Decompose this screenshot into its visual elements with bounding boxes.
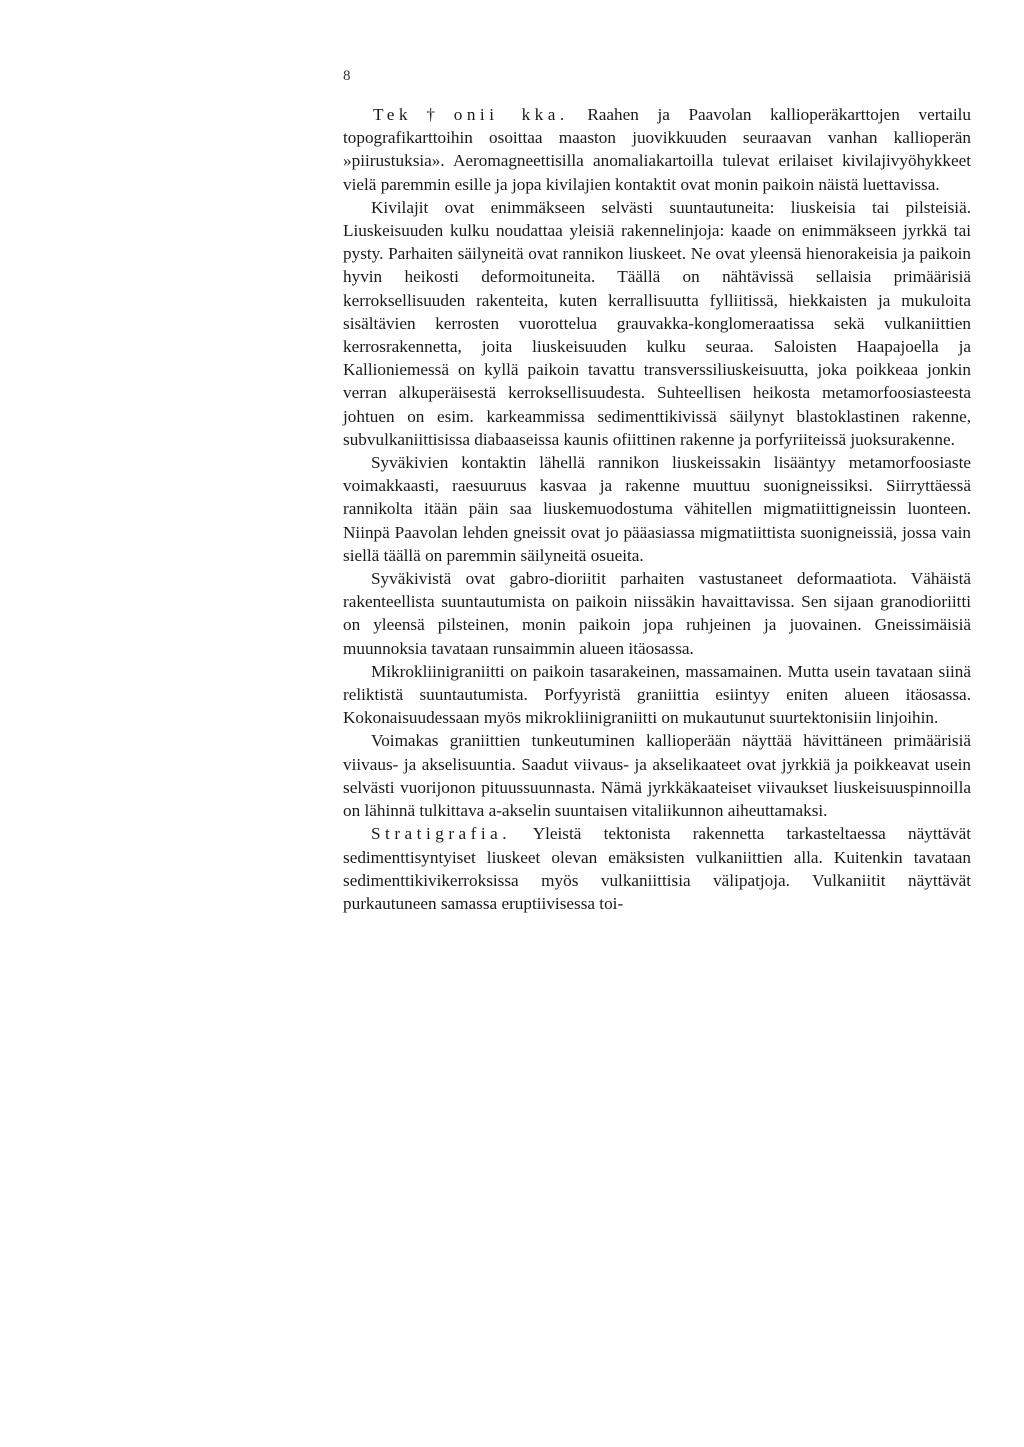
paragraph-kivilajit — [343, 196, 971, 451]
paragraph-syvakivien-kontakti — [343, 451, 971, 567]
paragraph-text: Yleistä tektonista rakennetta tarkasteltaessa näyttävät sedimenttisyntyiset liuskeet olevan emäksisten vulkaniittien alla. Kuitenkin tavataan sedimenttikivikerroksissa myös vulkaniittisia välipatjoja. Vulkaniitit näyttävät purkautuneen samassa eruptiivisessa toi- — [343, 824, 971, 913]
page-number: 8 — [343, 68, 351, 84]
paragraph-text: Kivilajit ovat enimmäkseen selvästi suuntautuneita: liuskeisia tai pilsteisiä. Liuskeisuuden kulku noudattaa yleisiä rakennelinjoja: kaade on enimmäkseen jyrkkä tai pysty. Parhaiten säilyneitä ovat rannikon liuskeet. Ne ovat yleensä hienorakeisia ja paikoin hyvin heikosti deformoituneita. Täällä on nähtävissä sellaisia primäärisiä kerroksellisuuden rakenteita, kuten kerrallisuutta fylliitissä, hiekkaisten ja mukuloita sisältävien kerrosten vuorottelua grauvakka-konglomeraatissa sekä vulkaniittien kerrosrakennetta, joita liuskeisuuden kulku seuraa. Saloisten Haapajoella ja Kallioniemessä on kyllä paikoin tavattu transverssiliuskeisuutta, joka poikkeaa jonkin verran alkuperäisestä kerroksellisuudesta. Suhteellisen heikosta metamorfoosiasteesta johtuen on esim. karkeammissa sedimenttikivissä säilynyt blastoklastinen rakenne, subvulkaniittisissa diabaaseissa kaunis ofiittinen rakenne ja porfyriiteissä juoksurakenne. — [343, 197, 971, 449]
paragraph-stratigrafia — [343, 822, 971, 915]
paragraph-text: Mikrokliinigraniitti on paikoin tasarakeinen, massamainen. Mutta usein tavataan siinä reliktistä suuntautumista. Porfyyristä graniittia esiintyy eniten alueen itäosassa. Kokonaisuudessaan myös mikrokliinigraniitti on mukautunut suurtektonisiin linjoihin. — [343, 661, 971, 728]
paragraph-text: Syväkivien kontaktin lähellä rannikon liuskeissakin lisääntyy metamorfoosiaste voimakkaasti, raesuuruus kasvaa ja rakenne muuttuu suonigneissiksi. Siirryttäessä rannikolta itään päin saa liuskemuodostuma vähitellen migmatiittigneissin luonteen. Niinpä Paavolan lehden gneissit ovat jo pääasiassa migmatiittista suonigneissiä, jossa vain siellä täällä on paremmin säilyneitä osueita. — [343, 453, 971, 565]
paragraph-syvakivista — [343, 567, 971, 660]
paragraph-tektoniikka — [343, 103, 971, 196]
paragraph-mikrokliinigraniitti — [343, 660, 971, 730]
paragraph-text: Voimakas graniittien tunkeutuminen kallioperään näyttää hävittäneen primäärisiä viivaus- ja akselisuuntia. Saadut viivaus- ja akselikaateet ovat jyrkkiä ja poikkeavat usein selvästi vuorijonon pituussuunnasta. Nämä jyrkkäkaateiset viivaukset liuskeisuuspinnoilla on lähinnä tulkittava a-akselin suuntaisen vitaliikunnon aiheuttamaksi. — [343, 731, 971, 821]
section-heading-stratigrafia: Stratigrafia. — [371, 824, 512, 844]
body-text — [343, 103, 971, 915]
paragraph-voimakas — [343, 729, 971, 822]
section-heading-tektoniikka: Tek†onii kka. — [373, 105, 569, 124]
paragraph-text: Raahen ja Paavolan kallioperäkarttojen vertailu topografikarttoihin osoittaa maaston juovikkuuden seuraavan vanhan kallioperän »piirustuksia». Aeromagneettisilla anomaliakartoilla tulevat erilaiset kivilajivyöhykkeet vielä paremmin esille ja jopa kivilajien kontaktit ovat monin paikoin näistä luettavissa. — [343, 105, 971, 194]
paragraph-text: Syväkivistä ovat gabro-dioriitit parhaiten vastustaneet deformaatiota. Vähäistä rakenteellista suuntautumista on paikoin niissäkin havaittavissa. Sen sijaan granodioriitti on yleensä pilsteinen, monin paikoin jopa ruhjeinen ja juovainen. Gneissimäisiä muunnoksia tavataan runsaimmin alueen itäosassa. — [343, 569, 971, 658]
